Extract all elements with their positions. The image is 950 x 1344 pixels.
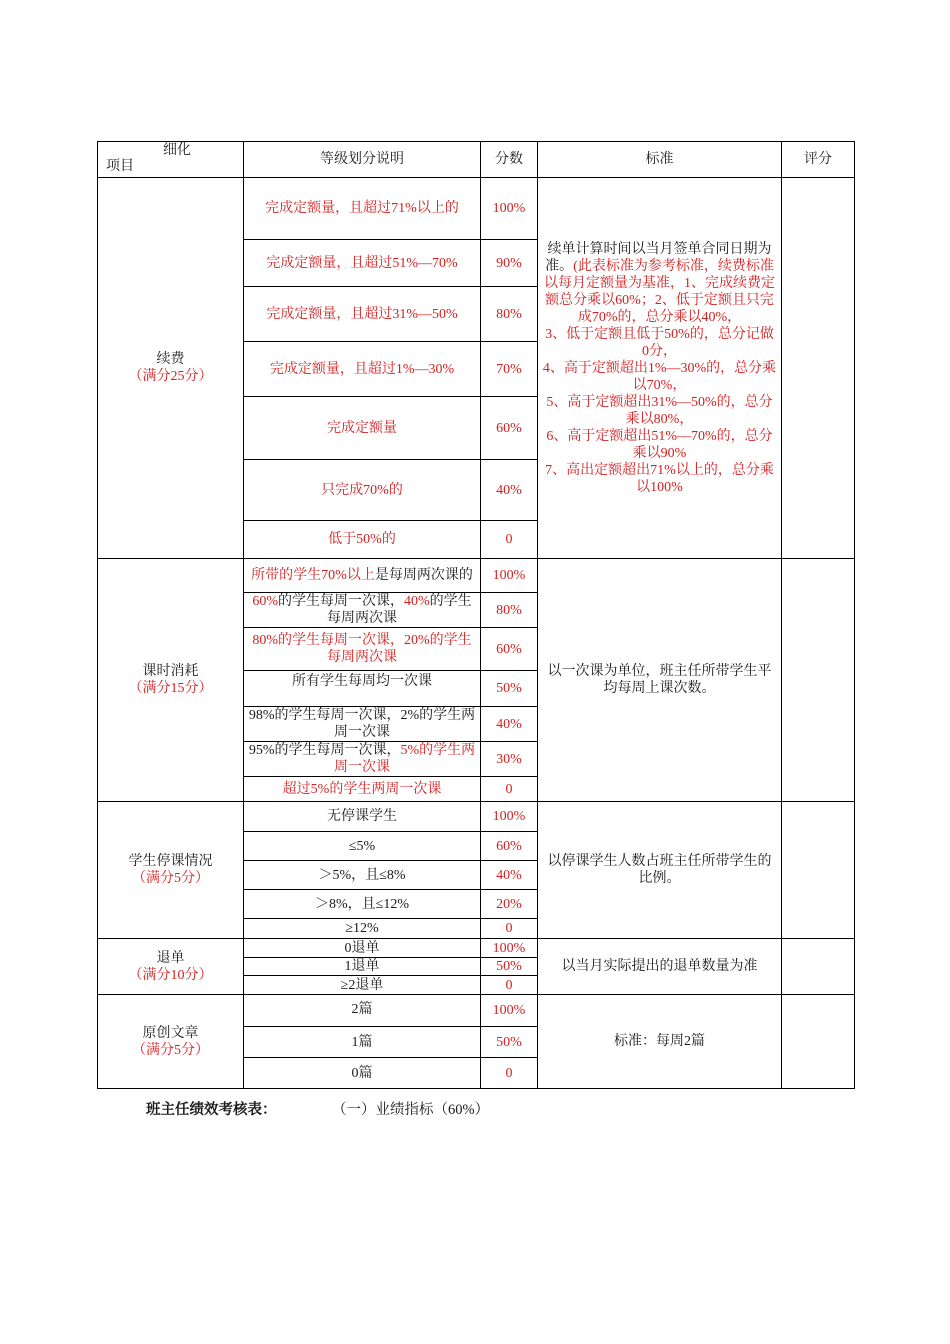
rating-cell[interactable] xyxy=(782,559,855,802)
table-row xyxy=(98,178,855,240)
standard-cell: 标准：每周2篇 xyxy=(538,995,782,1089)
category-full-score: （满分5分） xyxy=(132,1042,209,1058)
level-score: 80% xyxy=(481,287,538,342)
header-detail-label: 细化 xyxy=(163,143,191,158)
standard-text: 7、高出定额超出71%以上的，总分乘以100% xyxy=(545,462,774,495)
form-title: 班主任绩效考核表： xyxy=(146,1102,277,1118)
header-score: 分数 xyxy=(481,142,538,178)
table-row xyxy=(98,559,855,593)
header-row xyxy=(98,142,855,178)
level-score: 0 xyxy=(481,521,538,559)
level-description: ＞8%，且≤12% xyxy=(244,890,481,919)
level-score: 0 xyxy=(481,1058,538,1089)
level-description: 超过5%的学生两周一次课 xyxy=(244,777,481,802)
category-name: 退单 xyxy=(156,950,185,966)
level-description: 80%的学生每周一次课，20%的学生每周两次课 xyxy=(244,628,481,671)
category-full-score: （满分5分） xyxy=(132,871,209,886)
level-description: 低于50%的 xyxy=(244,521,481,559)
standard-text: 5、高于定额超出31%—50%的，总分乘以80%， xyxy=(546,394,773,427)
standard-cell xyxy=(538,178,782,559)
level-score: 100% xyxy=(481,178,538,240)
level-description: 完成定额量，且超过31%—50% xyxy=(244,287,481,342)
category-full-score: （满分25分） xyxy=(128,369,213,384)
level-description: ≥2退单 xyxy=(244,976,481,995)
level-description: ≥12% xyxy=(244,919,481,939)
category-name: 课时消耗 xyxy=(142,664,199,679)
header-item-cell xyxy=(98,142,244,178)
level-score: 0 xyxy=(481,976,538,995)
category-cell xyxy=(98,178,244,559)
category-cell xyxy=(98,939,244,995)
standard-text: 6、高于定额超出51%—70%的，总分乘以90% xyxy=(546,428,773,461)
table-row xyxy=(98,939,855,958)
level-score: 100% xyxy=(481,995,538,1027)
level-score: 30% xyxy=(481,742,538,777)
level-description: ＞5%，且≤8% xyxy=(244,861,481,890)
level-score: 50% xyxy=(481,1027,538,1058)
category-name: 续费 xyxy=(156,352,185,367)
level-description: 98%的学生每周一次课，2%的学生两周一次课 xyxy=(244,707,481,742)
standard-text: 3、低于定额且低于50%的，总分记做0分， xyxy=(545,326,774,359)
level-description: 0篇 xyxy=(244,1058,481,1089)
category-name: 原创文章 xyxy=(142,1025,199,1041)
level-description xyxy=(244,593,481,628)
table-row xyxy=(98,802,855,832)
level-score: 50% xyxy=(481,958,538,976)
performance-table xyxy=(97,141,855,1089)
form-subtitle: （一）业绩指标（60%） xyxy=(332,1102,490,1118)
level-description xyxy=(244,742,481,777)
category-name: 学生停课情况 xyxy=(128,854,213,869)
category-full-score: （满分15分） xyxy=(128,681,213,696)
level-description xyxy=(244,559,481,593)
category-full-score: （满分10分） xyxy=(128,967,213,983)
level-description: 只完成70%的 xyxy=(244,460,481,521)
rating-cell[interactable] xyxy=(782,178,855,559)
level-score: 60% xyxy=(481,832,538,861)
level-score: 0 xyxy=(481,919,538,939)
standard-text: 4、高于定额超出1%—30%的，总分乘以70%， xyxy=(542,360,777,393)
level-description: 1篇 xyxy=(244,1027,481,1058)
level-description: 无停课学生 xyxy=(244,802,481,832)
level-description: 完成定额量 xyxy=(244,397,481,460)
level-description: 完成定额量，且超过51%—70% xyxy=(244,240,481,287)
level-description-part: 的学生每周一次课， xyxy=(278,594,404,609)
level-score: 60% xyxy=(481,397,538,460)
rating-cell[interactable] xyxy=(782,802,855,939)
category-cell xyxy=(98,559,244,802)
header-rating: 评分 xyxy=(782,142,855,178)
level-score: 20% xyxy=(481,890,538,919)
level-score: 50% xyxy=(481,671,538,707)
level-description-part: 5%的学生两周一次课 xyxy=(334,743,476,775)
level-score: 40% xyxy=(481,861,538,890)
level-description: 完成定额量，且超过1%—30% xyxy=(244,342,481,397)
standard-text: 续单计算时间以当月签单合同日期为准。 xyxy=(545,241,772,274)
standard-cell: 以一次课为单位，班主任所带学生平均每周上课次数。 xyxy=(538,559,782,802)
level-description: 完成定额量，且超过71%以上的 xyxy=(244,178,481,240)
level-description-part: 95%的学生每周一次课， xyxy=(248,743,401,758)
level-description: ≤5% xyxy=(244,832,481,861)
level-score: 40% xyxy=(481,707,538,742)
level-score: 70% xyxy=(481,342,538,397)
level-score: 100% xyxy=(481,939,538,958)
level-description-part: 是每周两次课的 xyxy=(374,568,473,583)
level-description: 所有学生每周均一次课 xyxy=(244,671,481,707)
rating-cell[interactable] xyxy=(782,995,855,1089)
level-score: 0 xyxy=(481,777,538,802)
level-score: 40% xyxy=(481,460,538,521)
level-description-part: 的学生每周两次课 xyxy=(327,594,472,626)
level-description: 0退单 xyxy=(244,939,481,958)
standard-cell: 以停课学生人数占班主任所带学生的比例。 xyxy=(538,802,782,939)
header-standard: 标准 xyxy=(538,142,782,178)
standard-text: (此表标准为参考标准，续费标准以每月定额量为基准，1、完成续费定额总分乘以60%；2、低于定额且只完成70%的，总分乘以40%， xyxy=(544,258,775,325)
level-score: 80% xyxy=(481,593,538,628)
level-score: 100% xyxy=(481,802,538,832)
level-score: 90% xyxy=(481,240,538,287)
level-description-part: 40% xyxy=(404,594,430,609)
category-cell xyxy=(98,802,244,939)
level-score: 60% xyxy=(481,628,538,671)
level-description-part: 所带的学生70%以上 xyxy=(251,568,375,583)
level-score: 100% xyxy=(481,559,538,593)
level-description: 1退单 xyxy=(244,958,481,976)
standard-cell: 以当月实际提出的退单数量为准 xyxy=(538,939,782,995)
level-description: 2篇 xyxy=(244,995,481,1027)
level-description-part: 60% xyxy=(252,594,278,609)
header-item-label: 项目 xyxy=(106,159,134,174)
rating-cell[interactable] xyxy=(782,939,855,995)
category-cell xyxy=(98,995,244,1089)
header-description: 等级划分说明 xyxy=(244,142,481,178)
table-row xyxy=(98,995,855,1027)
